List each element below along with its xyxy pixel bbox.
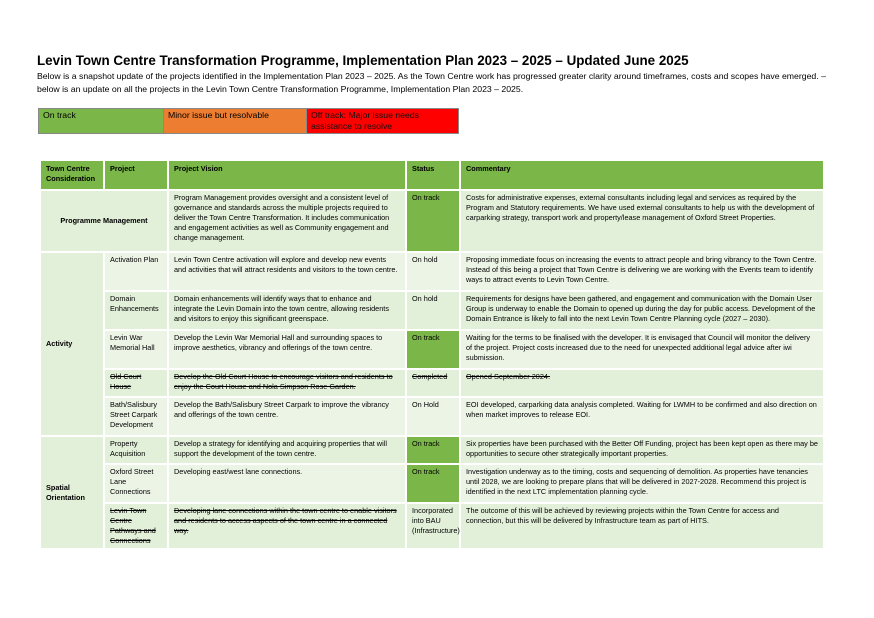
legend-minor-issue: Minor issue but resolvable [164, 109, 307, 133]
project-cell: Levin Town Centre Pathways and Connections [105, 504, 167, 548]
header-vision: Project Vision [169, 161, 405, 189]
status-cell: Completed [407, 370, 459, 396]
header-consideration: Town Centre Consideration [41, 161, 103, 189]
legend-on-track: On track [39, 109, 164, 133]
project-cell: Domain Enhancements [105, 292, 167, 329]
legend-off-track: Off track: Major issue needs assistance to resolve [307, 109, 458, 133]
project-cell: Property Acquisition [105, 437, 167, 463]
consideration-activity: Activity [41, 253, 103, 435]
intro-paragraph: Below is a snapshot update of the projects identified in the Implementation Plan 2023 – 2025. As the Town Centre work has progressed greater clarity around timeframes, costs and scopes have emerged. – below is an update on all the projects in the Levin Town Centre Transformation Programme, Implementation Plan 2023 – 2025. [37, 71, 826, 94]
table-row [41, 465, 823, 502]
table-row [41, 292, 823, 329]
vision-cell: Develop the Levin War Memorial Hall and surrounding spaces to improve aesthetics, vibrancy and offerings of the town centre. [169, 331, 405, 368]
status-cell: On track [407, 437, 459, 463]
vision-cell: Program Management provides oversight and a consistent level of governance and standards across the multiple projects required to deliver the Town Centre Transformation. It includes communication and engagement activities as well as Community engagement and change management. [169, 191, 405, 251]
table-row [41, 370, 823, 396]
header-commentary: Commentary [461, 161, 823, 189]
vision-cell: Develop the Bath/Salisbury Street Carpark to improve the vibrancy and offerings of the town centre. [169, 398, 405, 435]
status-cell: On hold [407, 292, 459, 329]
commentary-cell: Proposing immediate focus on increasing the events to attract people and bring vibrancy to the Town Centre. Instead of this being a project that Town Centre is delivering we are working with the Events team to identify ways to attract events to Levin Town Centre. [461, 253, 823, 290]
consideration-spatial: Spatial Orientation [41, 437, 103, 548]
vision-cell: Levin Town Centre activation will explore and develop new events and activities that will attract residents and visitors to the town centre. [169, 253, 405, 290]
status-cell: Incorporated into BAU (Infrastructure) [407, 504, 459, 548]
project-cell: Bath/Salisbury Street Carpark Development [105, 398, 167, 435]
page-title: Levin Town Centre Transformation Programme, Implementation Plan 2023 – 2025 – Updated June 2025 [37, 53, 689, 68]
commentary-cell: Costs for administrative expenses, external consultants including legal and services as required by the Program and Statutory requirements. We have used external consultants to help us with the development of carparking strategy, transport work and property/lease management of Oxford Street Properties. [461, 191, 823, 251]
table-row [41, 504, 823, 548]
status-cell: On Hold [407, 398, 459, 435]
consideration-programme: Programme Management [41, 191, 167, 251]
vision-cell: Develop a strategy for identifying and acquiring properties that will support the development of the town centre. [169, 437, 405, 463]
commentary-cell: EOI developed, carparking data analysis completed. Waiting for LWMH to be confirmed and also direction on when market improves to release EOI. [461, 398, 823, 435]
table-row [41, 253, 823, 290]
vision-cell: Develop the Old Court House to encourage visitors and residents to enjoy the Court House and Nola Simpson Rose Garden. [169, 370, 405, 396]
status-cell: On track [407, 191, 459, 251]
vision-cell: Developing lane connections within the town centre to enable visitors and residents to access aspects of the town centre in a connected way. [169, 504, 405, 548]
commentary-cell: Six properties have been purchased with the Better Off Funding, project has been kept open as there may be opportunities to secure other strategically important properties. [461, 437, 823, 463]
project-cell: Oxford Street Lane Connections [105, 465, 167, 502]
commentary-cell: Opened September 2024. [461, 370, 823, 396]
header-project: Project [105, 161, 167, 189]
table-row [41, 437, 823, 463]
vision-cell: Developing east/west lane connections. [169, 465, 405, 502]
vision-cell: Domain enhancements will identify ways that to enhance and integrate the Levin Domain into the town centre, allowing residents and visitors to enjoy this significant greenspace. [169, 292, 405, 329]
commentary-cell: Waiting for the terms to be finalised with the developer. It is envisaged that Council will monitor the delivery of the project. Project costs increased due to the need for unexpected additional legal advice after iwi submission. [461, 331, 823, 368]
project-cell: Levin War Memorial Hall [105, 331, 167, 368]
table-header-row [41, 161, 823, 189]
project-cell: Old Court House [105, 370, 167, 396]
commentary-cell: Requirements for designs have been gathered, and engagement and communication with the Domain User Group is underway to enable the Domain to opened up during the day for public access. Development of the Domain Entrance is likely to fall into the next Levin Town Centre Planning cycle (2027 – 2030). [461, 292, 823, 329]
table-row-programme [41, 191, 823, 251]
status-cell: On track [407, 465, 459, 502]
commentary-cell: The outcome of this will be achieved by reviewing projects within the Town Centre for access and connection, but this will be delivered by Infrastructure team as part of HITS. [461, 504, 823, 548]
table-row [41, 331, 823, 368]
status-cell: On track [407, 331, 459, 368]
implementation-table [39, 159, 825, 550]
commentary-cell: Investigation underway as to the timing, costs and sequencing of demolition. As properties have tenancies until 2028, we are looking to prepare plans that will be delivered in 2027-2028. Recommend this project is identified in the next LTC implementation planning cycle. [461, 465, 823, 502]
status-legend [38, 108, 459, 134]
project-cell: Activation Plan [105, 253, 167, 290]
status-cell: On hold [407, 253, 459, 290]
table-row [41, 398, 823, 435]
header-status: Status [407, 161, 459, 189]
